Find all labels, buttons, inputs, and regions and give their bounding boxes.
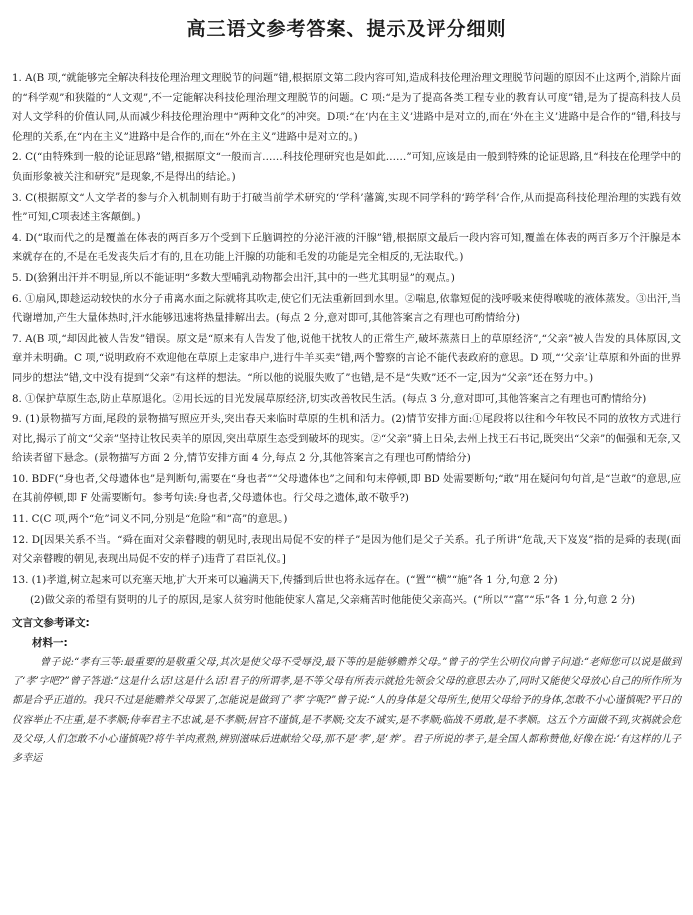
answer-item-11: 11. C(C 项,两个“危”词义不同,分别是“危险”和“高”的意思。) — [12, 513, 288, 526]
answer-item-10: 10. BDF(“身也者,父母遗体也”是判断句,需要在“身也者”“父母遗体也”之间和句末停顿,即 BD 处需要断句;“敢”用在疑问句句首,是“岂敢”的意思,应在其前停顿,即 F 处需要断句。参考句读:身也者,父母遗体也。行父母之遗体,敢不敬乎?) — [12, 472, 681, 505]
answer-item-1: 1. A(B 项,“就能够完全解决科技伦理治理文理脱节的问题”错,根据原文第二段内容可知,造成科技伦理治理文理脱节问题的原因不止这两个,消除片面的“科学观”和狭隘的“人文观”,不一定能解决科技伦理治理文理脱节的问题。C 项:“是为了提高各类工程专业的教育认可度”错,是为了提高科技人员对人文学科的价值认同,从而减少科技伦理治理中“两种文化”的冲突。D项:“在‘内在主义’进路中是对立的,而在‘外在主义’进路中是合作的”错,科技与伦理的关系,在“内在主义”进路中是合作的,而在“外在主义”进路中是对立的。) — [12, 72, 681, 143]
answer-item-6: 6. ①扇风,即趁运动较快的水分子甫离水面之际就将其吹走,使它们无法重新回到水里。②喘息,依靠短促的浅呼吸来使得喉咙的液体蒸发。③出汗,当代谢增加,产生大量体热时,汗水能够迅速将热量排解出去。(每点 2 分,意对即可,其他答案言之有理也可酌情给分) — [12, 292, 681, 325]
answer-item-12: 12. D[因果关系不当。“舜在面对父亲瞽瞍的朝见时,表现出局促不安的样子”是因为他们是父子关系。孔子所讲“危哉,天下岌岌”指的是舜的表现(面对父亲瞽瞍的朝见,表现出局促不安的样子)违背了君臣礼仪。] — [12, 533, 681, 566]
page-title: 高三语文参考答案、提示及评分细则 — [186, 18, 507, 40]
answer-item-8: 8. ①保护草原生态,防止草原退化。②用长远的目光发展草原经济,切实改善牧民生活。(每点 3 分,意对即可,其他答案言之有理也可酌情给分) — [12, 392, 647, 405]
answer-list — [12, 69, 681, 611]
material-1-heading: 材料一: — [32, 637, 68, 650]
answer-item-4: 4. D(“取而代之的是覆盖在体表的两百多万个受到下丘脑调控的分泌汗液的汗腺”错,根据原文最后一段内容可知,覆盖在体表的两百多万个汗腺是本来就存在的,不是在毛发丧失后才有的,且在功能上汗腺的功能和毛发的功能是完全相反的,无法取代。) — [12, 231, 681, 264]
answer-item-7: 7. A(B 项,“却因此被人告发”错误。原文是“原来有人告发了他,说他干扰牧人的正常生产,破坏蒸蒸日上的草原经济”,“父亲”被人告发的具体原因,文章并未明确。C 项,“说明政府不欢迎他在草原上走家串户,进行牛羊买卖”错,两个警察的言论不能代表政府的意思。D 项,“‘父亲’让草原和外面的世界同步的想法”错,文中没有提到“父亲”有这样的想法。“所以他的说服失败了”也错,是不是“失败”还不一定,因为“父亲”还在努力中。) — [12, 332, 681, 384]
answer-item-13-part-2: (2)做父亲的希望有贤明的儿子的原因,是家人贫穷时他能使家人富足,父亲痛苦时他能使父亲高兴。(“所以”“富”“乐”各 1 分,句意 2 分) — [30, 594, 636, 607]
answer-item-2: 2. C(“由特殊到一般的论证思路”错,根据原文“一般而言……科技伦理研究也是如此……”可知,应该是由一般到特殊的论证思路,且“科技在伦理学中的负面形象被关注和研究”是现象,不是得出的结论。) — [12, 151, 681, 183]
answer-item-9: 9. (1)景物描写方面,尾段的景物描写照应开头,突出春天来临时草原的生机和活力。(2)情节安排方面:①尾段将以往和今年牧民不同的放牧方式进行对比,揭示了前文“父亲”坚持让牧民卖羊的原因,突出草原生态受到破坏的现实。②“父亲”骑上日朵,去州上找王石书记,既突出“父亲”的倔强和无奈,又给读者留下悬念。(景物描写方面 2 分,情节安排方面 4 分,每点 2 分,其他答案言之有理也可酌情给分) — [12, 413, 681, 465]
answer-item-3: 3. C(根据原文“人文学者的参与介入机制则有助于打破当前学术研究的‘学科’藩篱,实现不同学科的‘跨学科’合作,从而提高科技伦理治理的实践有效性”可知,C项表述主客颠倒。) — [12, 191, 681, 224]
answer-item-5: 5. D(猞猁出汗并不明显,所以不能证明“多数大型哺乳动物都会出汗,其中的一些尤其明显”的观点。) — [12, 271, 455, 284]
answer-item-13: 13. (1)孝道,树立起来可以充塞天地,扩大开来可以遍满天下,传播到后世也将永远存在。(“置”“横”“施”各 1 分,句意 2 分) — [12, 573, 558, 586]
material-1-translation: 曾子说:“孝有三等:最重要的是敬重父母,其次是使父母不受辱没,最下等的是能够赡养父母。”曾子的学生公明仪向曾子问道:“老师您可以说是做到了‘孝’字吧?”曾子答道:“这是什么话!这是什么话!君子的所谓孝,是不等父母有所表示就抢先领会父母的意思去办了,同时又能使父母放心自己的所作所为都是合乎正道的。我只不过是能赡养父母罢了,怎能说是做到了‘孝’字呢?”曾子说:“人的身体是父母所生,使用父母给予的身体,怎敢不小心谨慎呢?平日的仪容举止不庄重,是不孝顺;侍奉君主不忠诚,是不孝顺;居官不谨慎,是不孝顺;交友不诚实,是不孝顺;临战不勇敢,是不孝顺。这五个方面做不到,灾祸就会危及父母,人们怎敢不小心谨慎呢?将牛羊肉煮熟,辨别滋味后进献给父母,那不是‘孝’,是‘养’。君子所说的孝子,是全国人都称赞他,好像在说:‘有这样的儿子多幸运 — [12, 657, 681, 765]
translation-heading: 文言文参考译文: — [12, 617, 90, 630]
